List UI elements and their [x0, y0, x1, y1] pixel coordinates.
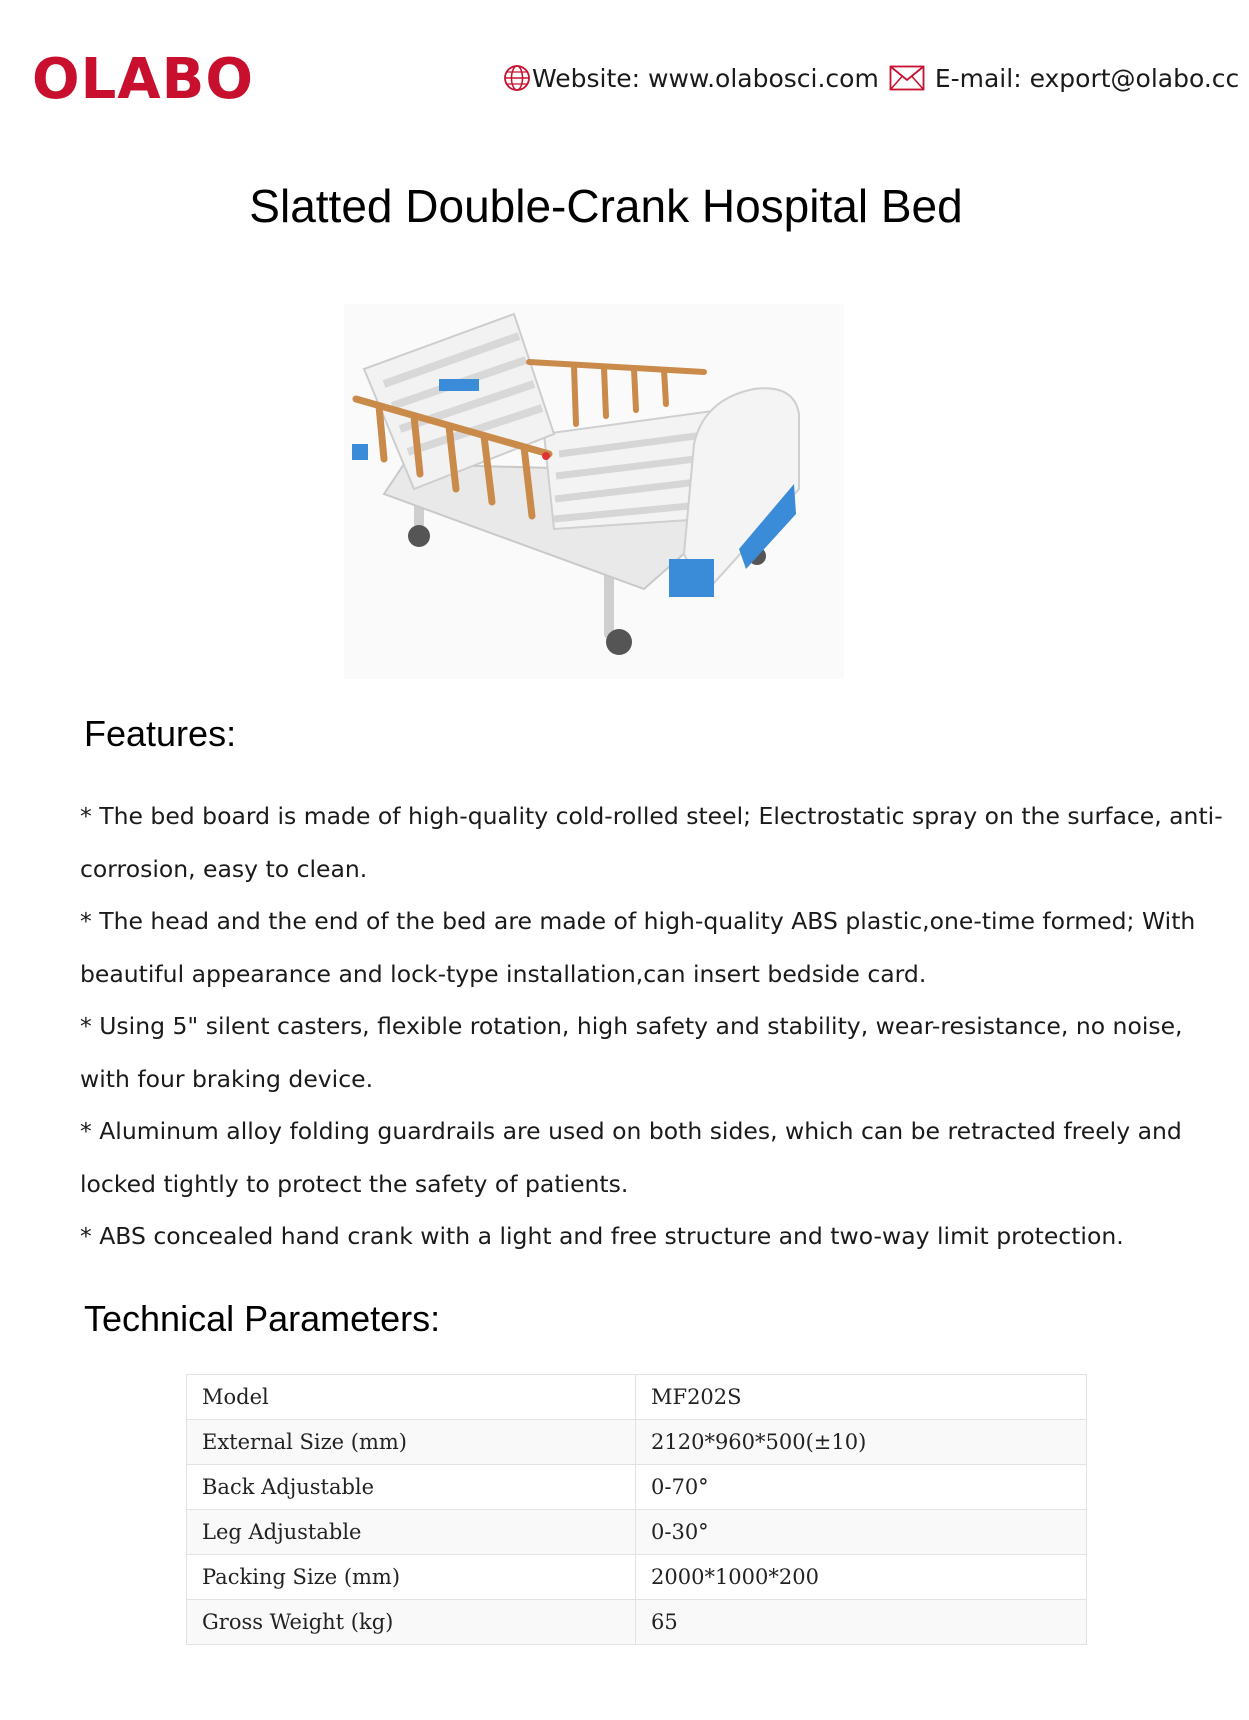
- param-value: 2120*960*500(±10): [636, 1420, 1087, 1465]
- product-image: [344, 304, 844, 679]
- param-label: Gross Weight (kg): [187, 1600, 636, 1645]
- table-row: [187, 1375, 1087, 1420]
- param-label: Model: [187, 1375, 636, 1420]
- feature-item: * The head and the end of the bed are made of high-quality ABS plastic,one-time formed; With beautiful appearance and lock-type installation,can insert bedside card.: [80, 907, 1196, 988]
- table-row: [187, 1510, 1087, 1555]
- param-value: 2000*1000*200: [636, 1555, 1087, 1600]
- feature-item: * Aluminum alloy folding guardrails are used on both sides, which can be retracted freely and locked tightly to protect the safety of patients.: [80, 1117, 1182, 1198]
- technical-parameters-heading: Technical Parameters:: [84, 1298, 441, 1339]
- side-rail-back: [529, 362, 704, 424]
- features-list: [80, 790, 1230, 1263]
- features-heading: Features:: [84, 713, 237, 754]
- table-row: [187, 1600, 1087, 1645]
- param-value: 0-70°: [636, 1465, 1087, 1510]
- param-value: MF202S: [636, 1375, 1087, 1420]
- olabo-logo: OLABO: [32, 47, 254, 112]
- param-label: Leg Adjustable: [187, 1510, 636, 1555]
- param-label: Back Adjustable: [187, 1465, 636, 1510]
- param-value: 0-30°: [636, 1510, 1087, 1555]
- feature-item: * The bed board is made of high-quality cold-rolled steel; Electrostatic spray on the surface, anti-corrosion, easy to clean.: [80, 802, 1223, 883]
- feature-item: * ABS concealed hand crank with a light and free structure and two-way limit protection.: [80, 1222, 1124, 1250]
- table-row: [187, 1420, 1087, 1465]
- contact-bar: [502, 58, 1249, 98]
- hospital-bed-illustration: [344, 304, 844, 679]
- table-row: [187, 1555, 1087, 1600]
- page-title: Slatted Double-Crank Hospital Bed: [249, 180, 963, 232]
- globe-icon: [502, 63, 532, 93]
- feature-item: * Using 5" silent casters, flexible rotation, high safety and stability, wear-resistance, no noise, with four braking device.: [80, 1012, 1183, 1093]
- param-value: 65: [636, 1600, 1087, 1645]
- table-row: [187, 1465, 1087, 1510]
- website-text[interactable]: Website: www.olabosci.com: [532, 63, 879, 93]
- param-label: External Size (mm): [187, 1420, 636, 1465]
- param-label: Packing Size (mm): [187, 1555, 636, 1600]
- technical-parameters-table: [186, 1374, 1087, 1645]
- envelope-icon: [889, 65, 925, 91]
- email-text[interactable]: E-mail: export@olabo.cc: [934, 63, 1240, 93]
